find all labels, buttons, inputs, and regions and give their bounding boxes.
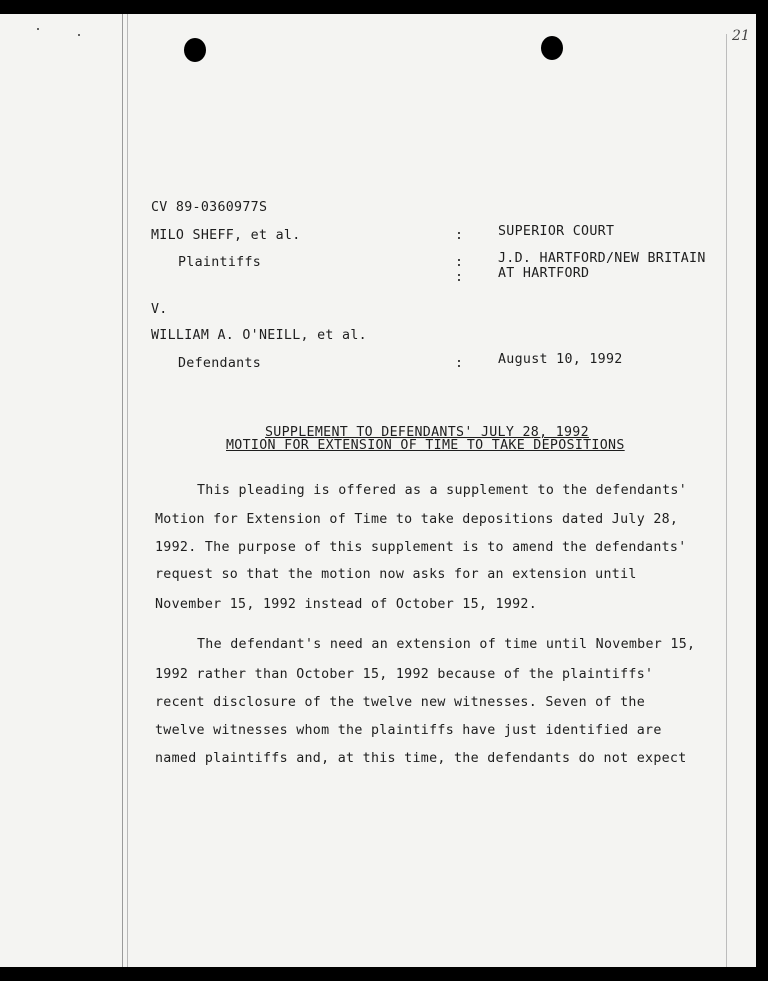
punch-hole-right — [541, 36, 563, 60]
filing-date: August 10, 1992 — [498, 352, 623, 367]
handwritten-page-number: 21 — [732, 28, 750, 44]
body-line: This pleading is offered as a supplement to the defendants' — [197, 483, 688, 498]
caption-colon: : — [455, 228, 464, 243]
body-line: request so that the motion now asks for an extension until — [155, 567, 637, 582]
body-line: recent disclosure of the twelve new witnesses. Seven of the — [155, 695, 646, 710]
right-margin-rule — [726, 34, 727, 967]
body-line: Motion for Extension of Time to take depositions dated July 28, — [155, 512, 679, 527]
speck — [78, 34, 80, 36]
caption-colon: : — [455, 270, 464, 285]
docket-number: CV 89-0360977S — [151, 200, 268, 215]
document-page — [0, 14, 756, 967]
punch-hole-left — [184, 38, 206, 62]
body-line: named plaintiffs and, at this time, the defendants do not expect — [155, 751, 687, 766]
speck — [37, 28, 39, 30]
versus: V. — [151, 302, 168, 317]
body-line: The defendant's need an extension of time until November 15, — [197, 637, 696, 652]
plaintiff-role: Plaintiffs — [178, 255, 262, 270]
judicial-district-location: AT HARTFORD — [498, 266, 590, 281]
judicial-district: J.D. HARTFORD/NEW BRITAIN — [498, 251, 706, 266]
document-title-line1: SUPPLEMENT TO DEFENDANTS' JULY 28, 1992 — [265, 425, 589, 440]
left-margin-rule-inner — [127, 14, 128, 967]
plaintiff-name: MILO SHEFF, et al. — [151, 228, 301, 243]
court-name: SUPERIOR COURT — [498, 224, 615, 239]
document-title-line2: MOTION FOR EXTENSION OF TIME TO TAKE DEPOSITIONS — [226, 438, 625, 453]
defendant-role: Defendants — [178, 356, 262, 371]
body-line: twelve witnesses whom the plaintiffs have just identified are — [155, 723, 662, 738]
body-line: 1992 rather than October 15, 1992 because of the plaintiffs' — [155, 667, 654, 682]
caption-colon: : — [455, 356, 464, 371]
left-margin-rule — [122, 14, 123, 967]
caption-colon: : — [455, 255, 464, 270]
defendant-name: WILLIAM A. O'NEILL, et al. — [151, 328, 367, 343]
body-line: November 15, 1992 instead of October 15, 1992. — [155, 597, 538, 612]
body-line: 1992. The purpose of this supplement is to amend the defendants' — [155, 540, 687, 555]
